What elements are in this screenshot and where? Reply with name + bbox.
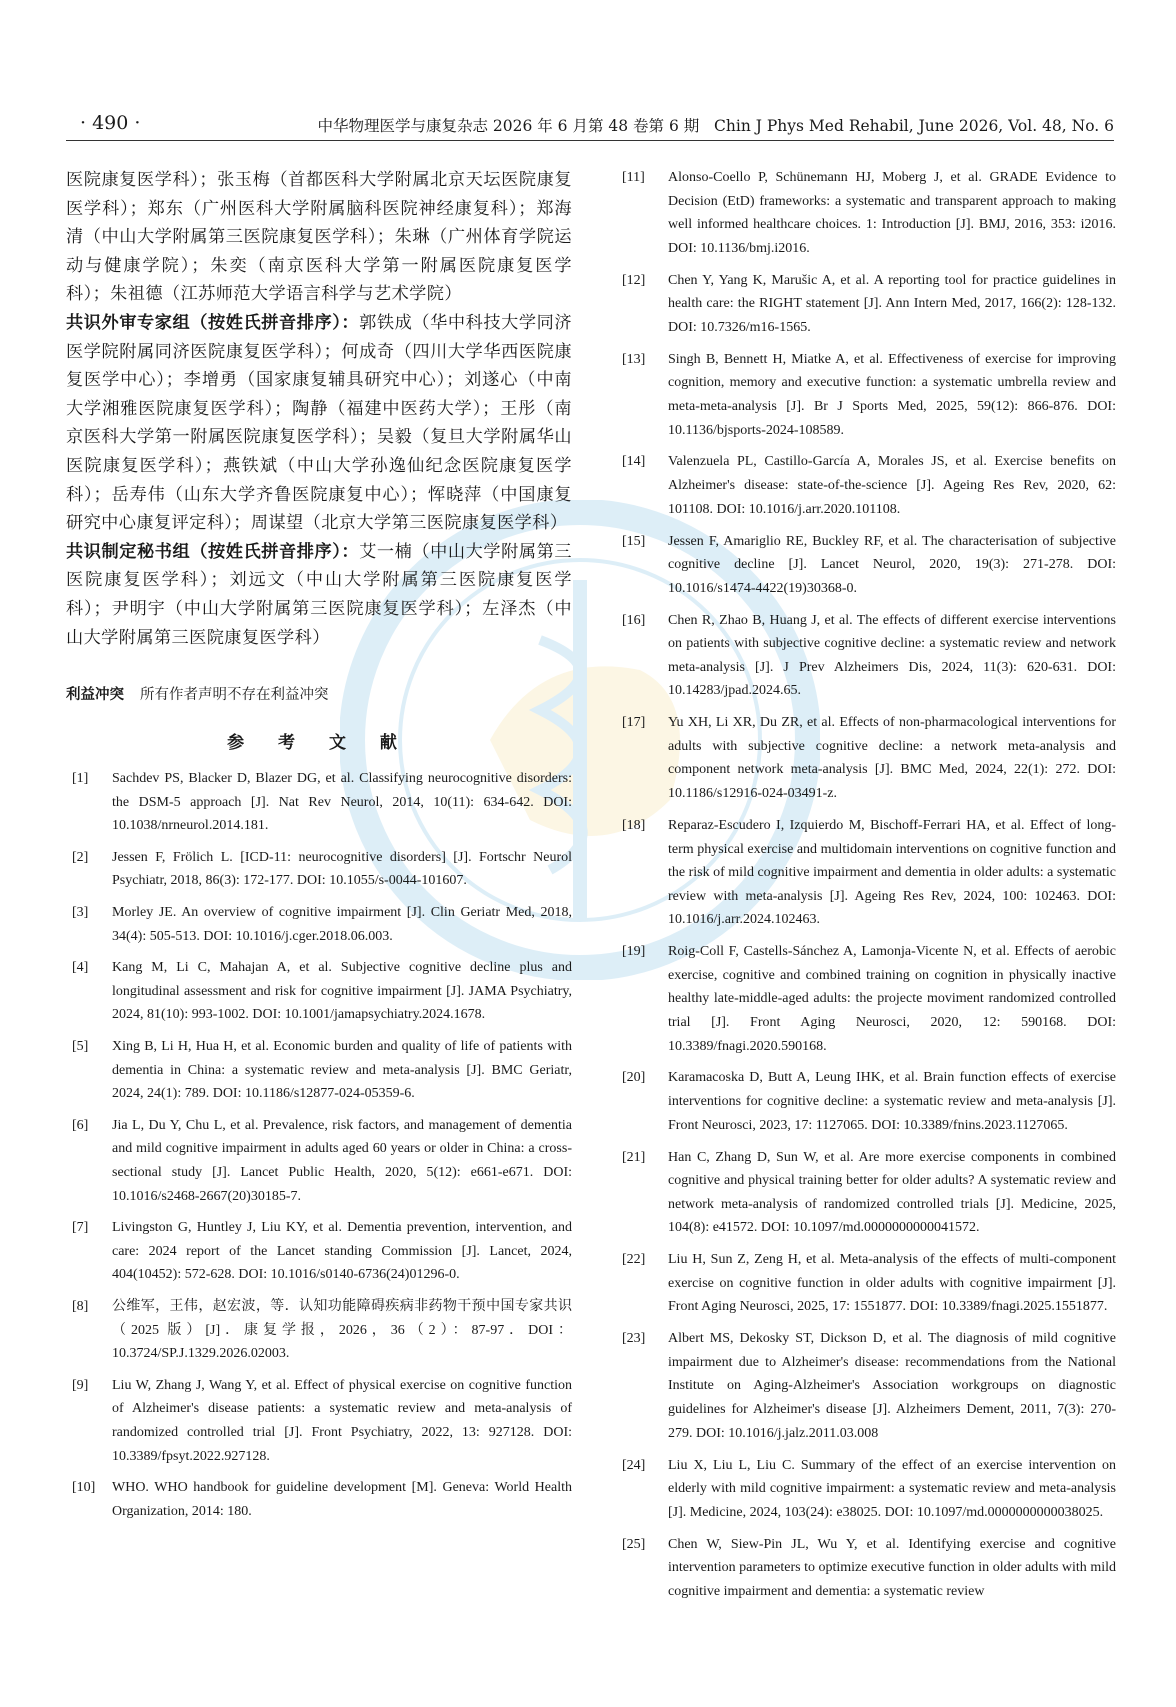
reference-item <box>66 1374 572 1468</box>
reference-number: [3] <box>72 905 89 921</box>
reference-number: [21] <box>622 1149 646 1165</box>
reference-item <box>622 1533 1116 1604</box>
reference-item <box>622 1146 1116 1240</box>
reference-number: [5] <box>72 1039 89 1055</box>
reference-text: Reparaz-Escudero I, Izquierdo M, Bischoff-Ferrari HA, et al. Effect of long-term physical exercise and multidomain interventions on cognitive function and the risk of mild cognitive impairment and dementia in older adults: a systematic review with meta-analysis [J]. Ageing Res Rev, 2024, 100: 102463. DOI: 10.1016/j.arr.2024.102463. <box>668 817 1116 928</box>
reference-item <box>66 767 572 838</box>
reference-list-right <box>622 166 1116 1603</box>
reference-text: Jessen F, Frölich L. [ICD-11: neurocognitive disorders] [J]. Fortschr Neurol Psychiatr, 2018, 86(3): 172-177. DOI: 10.1055/s-0044-101607. <box>112 849 572 889</box>
reference-item <box>622 166 1116 260</box>
reference-number: [11] <box>622 170 645 185</box>
reference-number: [17] <box>622 715 646 731</box>
reference-item <box>66 846 572 893</box>
reference-item <box>622 530 1116 601</box>
reference-number: [15] <box>622 533 646 549</box>
reference-text: Valenzuela PL, Castillo-García A, Morales JS, et al. Exercise benefits on Alzheimer's disease: state-of-the-science [J]. Ageing Res Rev, 2020, 62: 101108. DOI: 10.1016/j.arr.2020.101108. <box>668 454 1116 517</box>
reference-item <box>66 1295 572 1366</box>
reference-number: [23] <box>622 1331 646 1347</box>
reference-text: Morley JE. An overview of cognitive impairment [J]. Clin Geriatr Med, 2018, 34(4): 505-513. DOI: 10.1016/j.cger.2018.06.003. <box>112 905 572 944</box>
reference-item <box>66 956 572 1027</box>
secretary-group-members: 艾一楠（中山大学附属第三医院康复医学科）；刘远文（中山大学附属第三医院康复医学科）；尹明宇（中山大学附属第三医院康复医学科）；左泽杰（中山大学附属第三医院康复医学科） <box>66 541 572 648</box>
reference-number: [14] <box>622 454 646 470</box>
reference-item <box>66 1114 572 1208</box>
reference-item <box>66 1476 572 1523</box>
reference-text: Liu X, Liu L, Liu C. Summary of the effect of an exercise intervention on elderly with mild cognitive impairment: a systematic review and meta-analysis [J]. Medicine, 2024, 103(24): e38025. DOI: 10.1097/md.0000000000038025. <box>668 1457 1116 1520</box>
reference-item <box>66 1216 572 1287</box>
reference-text: Alonso-Coello P, Schünemann HJ, Moberg J, et al. GRADE Evidence to Decision (EtD) frameworks: a systematic and transparent approach to making well informed healthcare choices. 1: Introduction [J]. BMJ, 2016, 353: i2016. DOI: 10.1136/bmj.i2016. <box>668 170 1116 256</box>
reference-item <box>622 348 1116 442</box>
journal-title-cn: 中华物理医学与康复杂志 2026 年 6 月第 48 卷第 6 期 <box>317 117 700 135</box>
reference-text: Kang M, Li C, Mahajan A, et al. Subjective cognitive decline plus and longitudinal assessment and risk for cognitive impairment [J]. JAMA Psychiatry, 2024, 81(10): 993-1002. DOI: 10.1001/jamapsychiatry.2024.1678. <box>112 960 572 1023</box>
reference-number: [9] <box>72 1377 89 1393</box>
reference-text: Albert MS, Dekosky ST, Dickson D, et al. The diagnosis of mild cognitive impairment due to Alzheimer's disease: recommendations from the National Institute on Aging-Alzheimer's Association workgroups on diagnostic guidelines for Alzheimer's disease [J]. Alzheimers Dement, 2011, 7(3): 270-279. DOI: 10.1016/j.jalz.2011.03.008 <box>668 1331 1116 1441</box>
reference-number: [25] <box>622 1536 646 1552</box>
reference-number: [19] <box>622 944 646 960</box>
external-review-members: 郭铁成（华中科技大学同济医学院附属同济医院康复医学科）；何成奇（四川大学华西医院康复医学中心）；李增勇（国家康复辅具研究中心）；刘遂心（中南大学湘雅医院康复医学科）；陶静（福建中医药大学）；王彤（南京医科大学第一附属医院康复医学科）；吴毅（复旦大学附属华山医院康复医学科）；燕铁斌（中山大学孙逸仙纪念医院康复医学科）；岳寿伟（山东大学齐鲁医院康复中心）；恽晓萍（中国康复研究中心康复评定科）；周谋望（北京大学第三医院康复医学科） <box>66 312 572 534</box>
reference-number: [2] <box>72 849 89 865</box>
reference-text: Yu XH, Li XR, Du ZR, et al. Effects of non-pharmacological interventions for adults with subjective cognitive decline: a network meta-analysis and component network meta-analysis [J]. BMC Med, 2024, 22(1): 272. DOI: 10.1186/s12916-024-03491-z. <box>668 715 1116 802</box>
reference-item <box>622 711 1116 805</box>
reference-item <box>622 1066 1116 1137</box>
reference-text: Jessen F, Amariglio RE, Buckley RF, et al. The characterisation of subjective cognitive decline [J]. Lancet Neurol, 2020, 19(3): 271-278. DOI: 10.1016/s1474-4422(19)30368-0. <box>668 533 1116 596</box>
reference-text: 公维军，王伟，赵宏波，等．认知功能障碍疾病非药物干预中国专家共识（2025 版）[J]．康复学报，2026，36（2）：87-97．DOI：10.3724/SP.J.1329.2026.02003. <box>112 1298 572 1362</box>
reference-text: Liu H, Sun Z, Zeng H, et al. Meta-analysis of the effects of multi-component exercise on cognitive function in older adults with cognitive impairment [J]. Front Aging Neurosci, 2025, 17: 1551877. DOI: 10.3389/fnagi.2025.1551877. <box>668 1252 1116 1315</box>
reference-item <box>622 450 1116 521</box>
reference-text: Chen W, Siew-Pin JL, Wu Y, et al. Identifying exercise and cognitive intervention parameters to optimize executive function in older adults with mild cognitive impairment and dementia: a systematic review <box>668 1536 1116 1599</box>
reference-text: WHO. WHO handbook for guideline development [M]. Geneva: World Health Organization, 2014: 180. <box>112 1480 572 1519</box>
reference-text: Singh B, Bennett H, Miatke A, et al. Effectiveness of exercise for improving cognition, memory and executive function: a systematic umbrella review and meta-meta-analysis [J]. Br J Sports Med, 2025, 59(12): 866-876. DOI: 10.1136/bjsports-2024-108589. <box>668 351 1116 438</box>
reference-item <box>622 609 1116 703</box>
running-header <box>66 112 1114 141</box>
page-number: · 490 · <box>80 112 141 134</box>
reference-text: Jia L, Du Y, Chu L, et al. Prevalence, risk factors, and management of dementia and mild cognitive impairment in adults aged 60 years or older in China: a cross-sectional study [J]. Lancet Public Health, 2020, 5(12): e661-e671. DOI: 10.1016/s2468-2667(20)30185-7. <box>112 1117 572 1204</box>
reference-text: Liu W, Zhang J, Wang Y, et al. Effect of physical exercise on cognitive function of Alzheimer's disease patients: a systematic review and meta-analysis of randomized controlled trial [J]. Front Psychiatry, 2022, 13: 927128. DOI: 10.3389/fpsyt.2022.927128. <box>112 1377 572 1464</box>
reference-number: [7] <box>72 1220 89 1236</box>
reference-text: Chen Y, Yang K, Marušic A, et al. A reporting tool for practice guidelines in health care: the RIGHT statement [J]. Ann Intern Med, 2017, 166(2): 128-132. DOI: 10.7326/m16-1565. <box>668 272 1116 335</box>
reference-number: [12] <box>622 272 646 288</box>
expert-list-continued: 医院康复医学科）；张玉梅（首都医科大学附属北京天坛医院康复医学科）；郑东（广州医科大学附属脑科医院神经康复科）；郑海清（中山大学附属第三医院康复医学科）；朱琳（广州体育学院运动与健康学院）；朱奕（南京医科大学第一附属医院康复医学科）；朱祖德（江苏师范大学语言科学与艺术学院） <box>66 170 572 305</box>
reference-number: [4] <box>72 960 89 976</box>
coi-text: 所有作者声明不存在利益冲突 <box>140 687 329 704</box>
reference-number: [24] <box>622 1457 646 1473</box>
reference-item <box>622 269 1116 340</box>
reference-text: Xing B, Li H, Hua H, et al. Economic burden and quality of life of patients with dementia in China: a systematic review and meta-analysis [J]. BMC Geriatr, 2024, 24(1): 789. DOI: 10.1186/s12877-024-05359-6. <box>112 1039 572 1102</box>
reference-item <box>622 940 1116 1058</box>
external-review-label: 共识外审专家组（按姓氏拼音排序）： <box>66 312 360 333</box>
journal-title-en: Chin J Phys Med Rehabil, June 2026, Vol. 48, No. 6 <box>714 117 1114 135</box>
reference-item <box>622 1454 1116 1525</box>
reference-text: Chen R, Zhao B, Huang J, et al. The effects of different exercise interventions on patients with subjective cognitive decline: a systematic review and network meta-analysis [J]. J Prev Alzheimers Dis, 2024, 11(3): 620-631. DOI: 10.14283/jpad.2024.65. <box>668 612 1116 699</box>
reference-item <box>622 814 1116 932</box>
reference-text: Roig-Coll F, Castells-Sánchez A, Lamonja-Vicente N, et al. Effects of aerobic exercise, cognitive and combined training on cognition in physically inactive healthy late-middle-aged adults: the projecte moviment randomized controlled trial [J]. Front Aging Neurosci, 2020, 12: 590168. DOI: 10.3389/fnagi.2020.590168. <box>668 944 1116 1054</box>
reference-item <box>66 901 572 948</box>
coi-label: 利益冲突 <box>66 687 124 704</box>
reference-text: Han C, Zhang D, Sun W, et al. Are more exercise components in combined cognitive and physical training better for older adults? A systematic review and network meta-analysis of randomized controlled trials [J]. Medicine, 2025, 104(8): e41572. DOI: 10.1097/md.0000000000041572. <box>668 1149 1116 1236</box>
reference-number: [16] <box>622 612 646 628</box>
secretary-group-label: 共识制定秘书组（按姓氏拼音排序）： <box>66 541 360 562</box>
reference-list-left <box>66 767 572 1523</box>
reference-number: [20] <box>622 1070 646 1086</box>
left-column <box>66 166 572 1531</box>
reference-number: [13] <box>622 351 646 367</box>
right-column <box>622 166 1116 1612</box>
conflict-of-interest <box>66 684 572 706</box>
reference-item <box>622 1248 1116 1319</box>
references-heading: 参 考 文 献 <box>227 733 411 754</box>
reference-number: [18] <box>622 817 646 833</box>
reference-text: Livingston G, Huntley J, Liu KY, et al. Dementia prevention, intervention, and care: 2024 report of the Lancet standing Commission [J]. Lancet, 2024, 404(10452): 572-628. DOI: 10.1016/s0140-6736(24)01296-0. <box>112 1220 572 1283</box>
reference-number: [6] <box>72 1117 89 1133</box>
reference-number: [22] <box>622 1252 646 1268</box>
reference-item <box>66 1035 572 1106</box>
reference-number: [1] <box>72 771 89 787</box>
reference-text: Karamacoska D, Butt A, Leung IHK, et al. Brain function effects of exercise interventions for cognitive decline: a systematic review and meta-analysis [J]. Front Neurosci, 2023, 17: 1127065. DOI: 10.3389/fnins.2023.1127065. <box>668 1070 1116 1133</box>
reference-number: [10] <box>72 1480 96 1496</box>
secretary-group <box>66 538 572 652</box>
journal-citation-line <box>317 114 1114 136</box>
reference-text: Sachdev PS, Blacker D, Blazer DG, et al. Classifying neurocognitive disorders: the DSM-5 approach [J]. Nat Rev Neurol, 2014, 10(11): 634-642. DOI: 10.1038/nrneurol.2014.181. <box>112 771 572 834</box>
external-review-group <box>66 309 572 538</box>
reference-number: [8] <box>72 1298 89 1314</box>
reference-item <box>622 1327 1116 1445</box>
